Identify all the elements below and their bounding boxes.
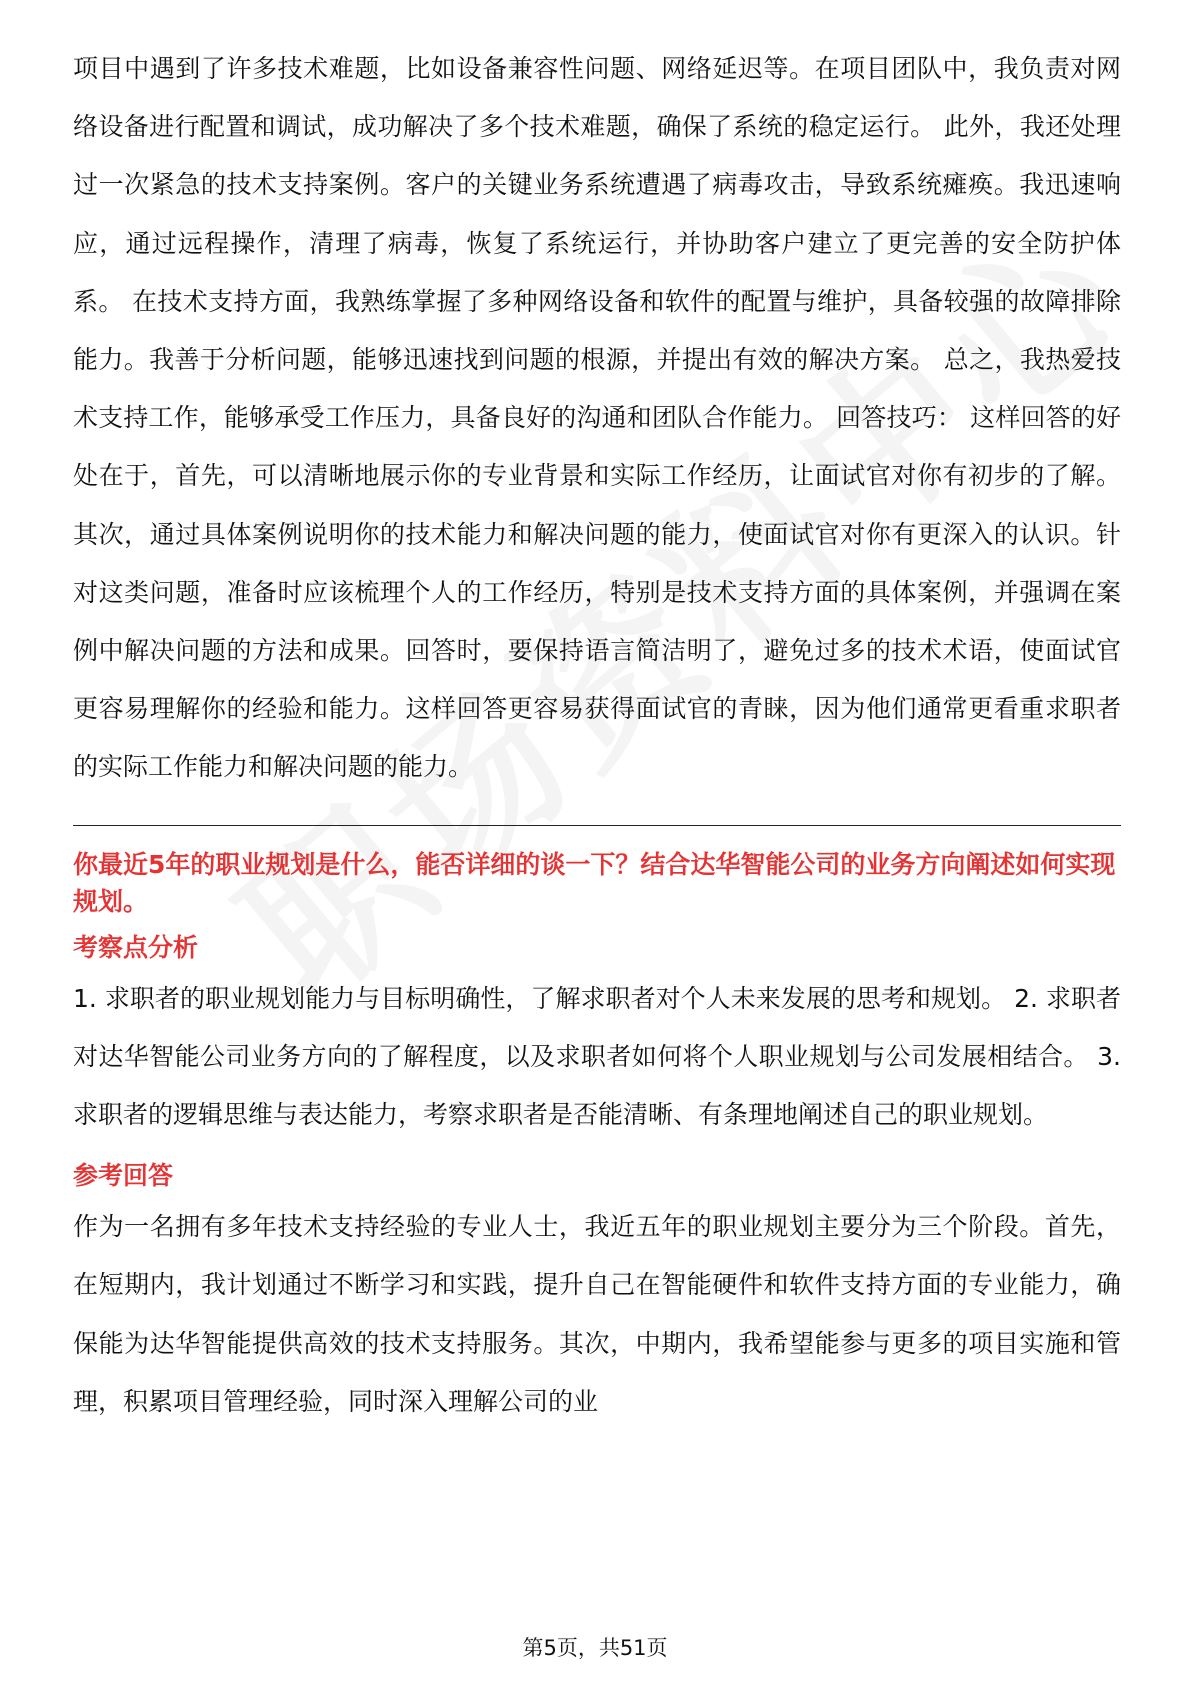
reference-paragraph: 作为一名拥有多年技术支持经验的专业人士，我近五年的职业规划主要分为三个阶段。首先，在短期内，我计划通过不断学习和实践，提升自己在智能硬件和软件支持方面的专业能力，确保能为达华智能提供高效的技术支持服务。其次，中期内，我希望能参与更多的项目实施和管理，积累项目管理经验，同时深入理解公司的业 bbox=[73, 1212, 1121, 1416]
reference-heading: 参考回答 bbox=[73, 1161, 174, 1191]
section-divider bbox=[73, 825, 1121, 826]
document-body bbox=[73, 40, 1121, 1431]
intro-paragraph: 项目中遇到了许多技术难题，比如设备兼容性问题、网络延迟等。在项目团队中，我负责对网络设备进行配置和调试，成功解决了多个技术难题，确保了系统的稳定运行。 此外，我还处理过一次紧急的技术支持案例。客户的关键业务系统遭遇了病毒攻击，导致系统瘫痪。我迅速响应，通过远程操作，清理了病毒，恢复了系统运行，并协助客户建立了更完善的安全防护体系。 在技术支持方面，我熟练掌握了多种网络设备和软件的配置与维护，具备较强的故障排除能力。我善于分析问题，能够迅速找到问题的根源，并提出有效的解决方案。 总之，我热爱技术支持工作，能够承受工作压力，具备良好的沟通和团队合作能力。 回答技巧： 这样回答的好处在于，首先，可以清晰地展示你的专业背景和实际工作经历，让面试官对你有初步的了解。其次，通过具体案例说明你的技术能力和解决问题的能力，使面试官对你有更深入的认识。针对这类问题，准备时应该梳理个人的工作经历，特别是技术支持方面的具体案例，并强调在案例中解决问题的方法和成果。回答时，要保持语言简洁明了，避免过多的技术术语，使面试官更容易理解你的经验和能力。这样回答更容易获得面试官的青睐，因为他们通常更看重求职者的实际工作能力和解决问题的能力。 bbox=[73, 54, 1121, 782]
page-number: 第5页，共51页 bbox=[522, 1636, 668, 1660]
analysis-paragraph: 1. 求职者的职业规划能力与目标明确性，了解求职者对个人未来发展的思考和规划。 2. 求职者对达华智能公司业务方向的了解程度，以及求职者如何将个人职业规划与公司发展相结合。 3. 求职者的逻辑思维与表达能力，考察求职者是否能清晰、有条理地阐述自己的职业规划。 bbox=[73, 983, 1121, 1130]
interview-question: 你最近5年的职业规划是什么，能否详细的谈一下？结合达华智能公司的业务方向阐述如何实现规划。 bbox=[73, 849, 1116, 916]
analysis-heading: 考察点分析 bbox=[73, 932, 199, 962]
